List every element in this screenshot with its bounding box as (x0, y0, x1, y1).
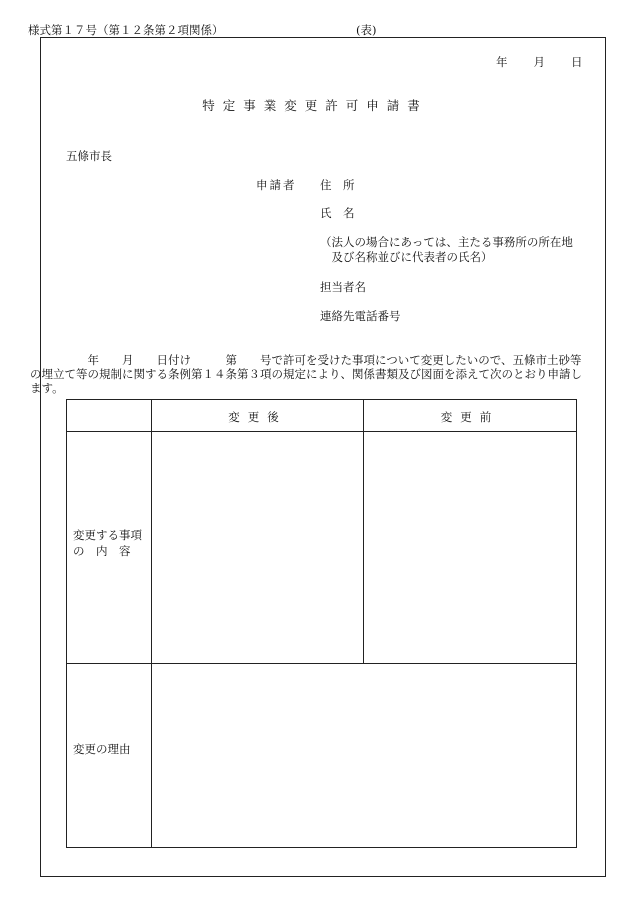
date-year: 年 (496, 55, 508, 69)
header-before-change: 変更前 (440, 410, 500, 424)
applicant-label: 申請者 (256, 178, 297, 192)
change-table (66, 399, 577, 848)
date-line (496, 54, 583, 70)
row-label-change-reason: 変更の理由 (73, 742, 131, 756)
header-after-change: 変更後 (228, 410, 287, 424)
reason-cell (152, 664, 576, 847)
addressee: 五條市長 (66, 149, 112, 163)
name-label: 氏 名 (320, 206, 355, 220)
address-label: 住 所 (320, 178, 355, 192)
before-change-cell (364, 432, 576, 663)
form-number: 様式第１７号（第１２条第２項関係） (28, 23, 224, 37)
request-body-text: 年 月 日付け 第 号で許可を受けた事項について変更したいので、五條市土砂等の埋立て等の規制に関する条例第１４条第３項の規定により、関係書類及び図面を添えて次のとおり申請します。 (30, 353, 582, 395)
contact-person-label: 担当者名 (320, 280, 366, 294)
date-day: 日 (571, 55, 583, 69)
row-label-change-content: 変更する事項 の 内 容 (73, 528, 142, 558)
corporation-note: （法人の場合にあっては、主たる事務所の所在地 及び名称並びに代表者の氏名） (320, 235, 573, 264)
side-label: (表) (356, 23, 377, 37)
document-title: 特定事業変更許可申請書 (202, 98, 428, 113)
after-change-cell (152, 432, 363, 663)
date-month: 月 (533, 55, 545, 69)
phone-number-label: 連絡先電話番号 (320, 309, 401, 323)
